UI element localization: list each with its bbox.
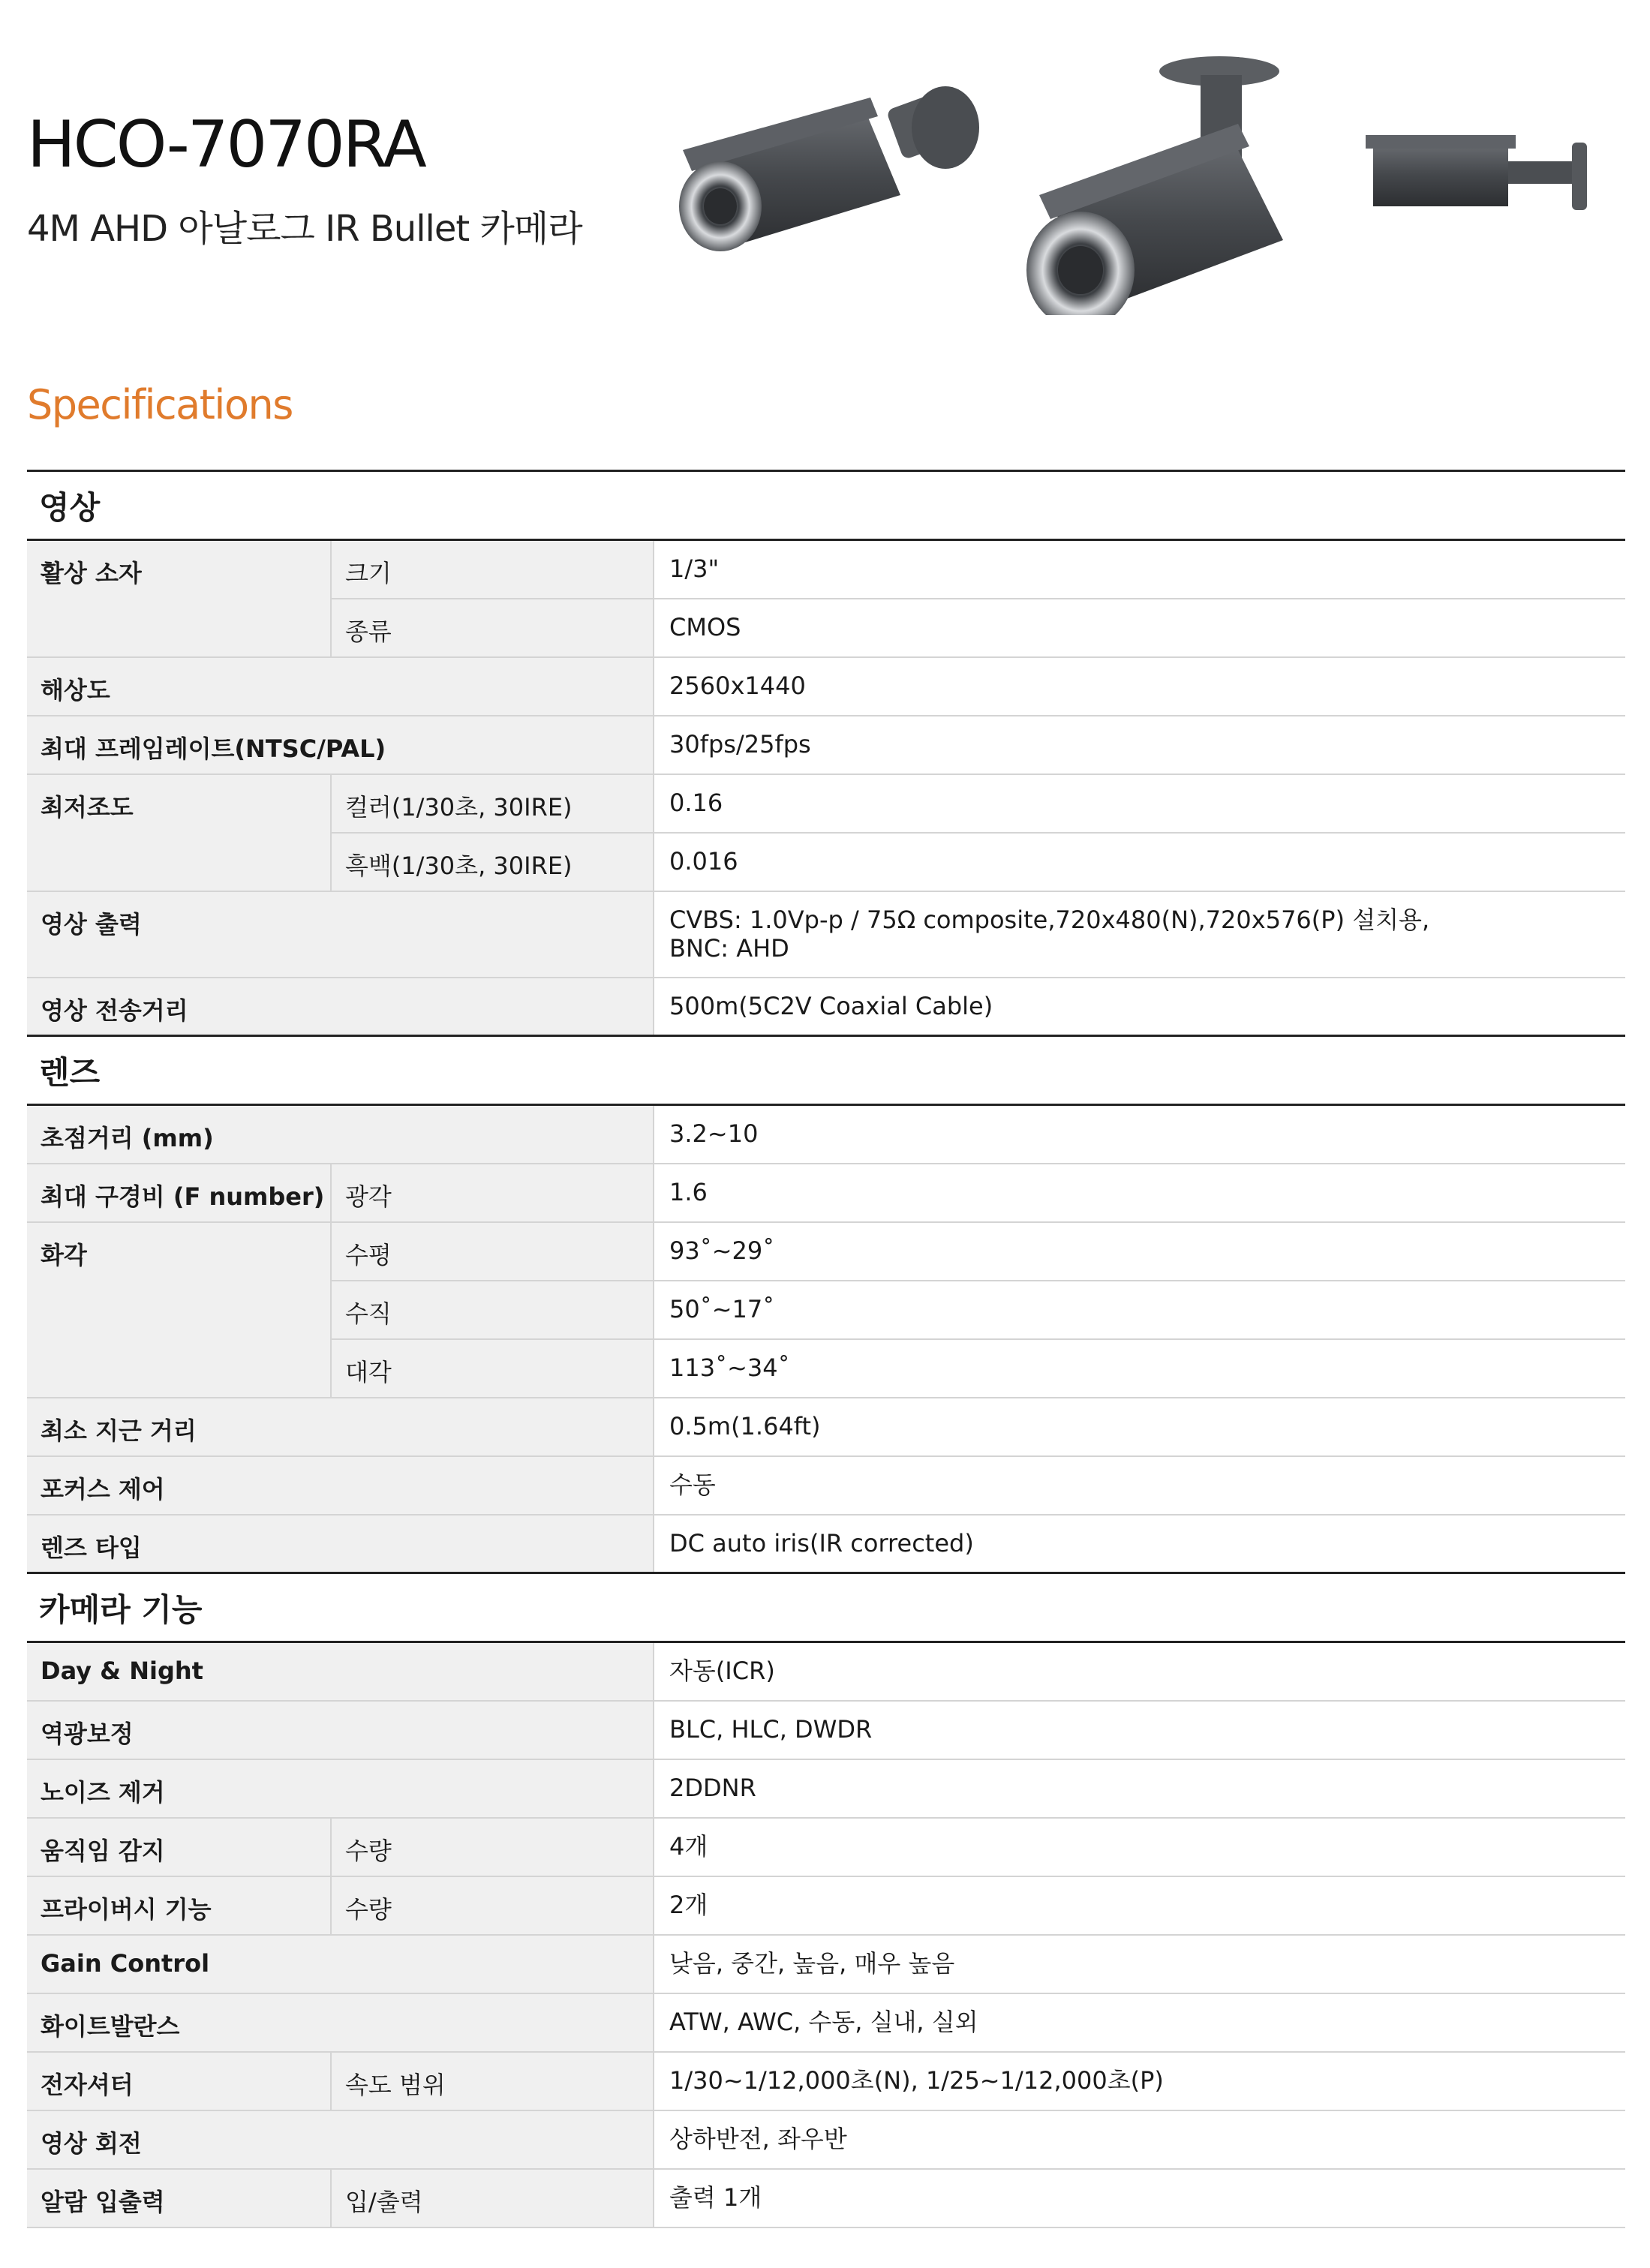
row-label: 최저조도 bbox=[27, 775, 330, 835]
camera-image-left bbox=[679, 86, 979, 251]
row-value: 2개 bbox=[653, 1877, 1625, 1934]
row-value: DC auto iris(IR corrected) bbox=[653, 1516, 1625, 1572]
row-value: 50˚~17˚ bbox=[653, 1281, 1625, 1340]
row-label: 역광보정 bbox=[27, 1702, 653, 1759]
row-sublabel: 종류 bbox=[330, 599, 653, 656]
row-label: 영상 출력 bbox=[27, 892, 653, 977]
row-sublabel: 컬러(1/30초, 30IRE) bbox=[330, 775, 653, 834]
row-sublabel: 속도 범위 bbox=[330, 2053, 653, 2110]
row-value: CMOS bbox=[653, 599, 1625, 656]
row-value: BLC, HLC, DWDR bbox=[653, 1702, 1625, 1759]
row-value: 자동(ICR) bbox=[653, 1643, 1625, 1700]
product-header bbox=[27, 107, 582, 251]
row-value: 0.016 bbox=[653, 834, 1625, 891]
table-row bbox=[27, 892, 1625, 978]
table-row bbox=[27, 1457, 1625, 1516]
row-label bbox=[27, 834, 330, 891]
row-value: 0.5m(1.64ft) bbox=[653, 1398, 1625, 1455]
row-value: 1/30~1/12,000초(N), 1/25~1/12,000초(P) bbox=[653, 2053, 1625, 2110]
spec-table bbox=[27, 470, 1625, 2228]
table-row bbox=[27, 541, 1625, 599]
row-label bbox=[27, 1340, 330, 1397]
row-label: 영상 회전 bbox=[27, 2111, 653, 2168]
row-value: 1.6 bbox=[653, 1164, 1625, 1221]
table-row bbox=[27, 1994, 1625, 2053]
row-label: 영상 전송거리 bbox=[27, 978, 653, 1035]
row-value: 2DDNR bbox=[653, 1760, 1625, 1817]
row-label: 해상도 bbox=[27, 658, 653, 715]
section-header-camera-function: 카메라 기능 bbox=[27, 1574, 1625, 1643]
row-label: Day & Night bbox=[27, 1643, 653, 1700]
row-value: 낮음, 중간, 높음, 매우 높음 bbox=[653, 1936, 1625, 1993]
specifications-title: Specifications bbox=[27, 381, 293, 428]
table-row bbox=[27, 2111, 1625, 2170]
row-value: 3.2~10 bbox=[653, 1106, 1625, 1163]
row-value: CVBS: 1.0Vp-p / 75Ω composite,720x480(N),720x576(P) 설치용, BNC: AHD bbox=[653, 892, 1625, 977]
table-row bbox=[27, 1702, 1625, 1760]
camera-illustration bbox=[675, 45, 1621, 315]
table-row bbox=[27, 1643, 1625, 1702]
table-row bbox=[27, 2170, 1625, 2228]
row-label bbox=[27, 1281, 330, 1341]
section-header-lens: 렌즈 bbox=[27, 1037, 1625, 1106]
table-row bbox=[27, 1936, 1625, 1994]
row-sublabel: 수직 bbox=[330, 1281, 653, 1340]
table-row bbox=[27, 2053, 1625, 2111]
row-label: 움직임 감지 bbox=[27, 1819, 330, 1876]
row-sublabel: 입/출력 bbox=[330, 2170, 653, 2227]
row-sublabel: 수량 bbox=[330, 1877, 653, 1934]
table-row bbox=[27, 1819, 1625, 1877]
table-row bbox=[27, 1398, 1625, 1457]
table-row bbox=[27, 1516, 1625, 1574]
product-model: HCO-7070RA bbox=[27, 107, 425, 182]
table-row bbox=[27, 716, 1625, 775]
row-value: 2560x1440 bbox=[653, 658, 1625, 715]
row-value: 1/3" bbox=[653, 541, 1625, 599]
row-sublabel: 수평 bbox=[330, 1223, 653, 1281]
table-row bbox=[27, 1877, 1625, 1936]
table-row bbox=[27, 658, 1625, 716]
row-label: 렌즈 타입 bbox=[27, 1516, 653, 1572]
section-header-video: 영상 bbox=[27, 472, 1625, 541]
table-row bbox=[27, 1340, 1625, 1398]
table-row bbox=[27, 1223, 1625, 1281]
row-sublabel: 대각 bbox=[330, 1340, 653, 1397]
table-row bbox=[27, 775, 1625, 834]
table-row bbox=[27, 1281, 1625, 1340]
row-label: 노이즈 제거 bbox=[27, 1760, 653, 1817]
row-value: 500m(5C2V Coaxial Cable) bbox=[653, 978, 1625, 1035]
row-value: 0.16 bbox=[653, 775, 1625, 834]
row-label: Gain Control bbox=[27, 1936, 653, 1993]
row-label: 초점거리 (mm) bbox=[27, 1106, 653, 1163]
table-row bbox=[27, 1760, 1625, 1819]
row-sublabel: 광각 bbox=[330, 1164, 653, 1221]
row-label: 화각 bbox=[27, 1223, 330, 1283]
row-value: 93˚~29˚ bbox=[653, 1223, 1625, 1281]
table-row bbox=[27, 978, 1625, 1037]
row-label: 포커스 제어 bbox=[27, 1457, 653, 1514]
table-row bbox=[27, 1106, 1625, 1164]
row-label: 최대 구경비 (F number) bbox=[27, 1164, 330, 1221]
camera-product-images bbox=[675, 45, 1621, 315]
product-subtitle: 4M AHD 아날로그 IR Bullet 카메라 bbox=[27, 208, 582, 250]
row-label bbox=[27, 599, 330, 656]
row-sublabel: 흑백(1/30초, 30IRE) bbox=[330, 834, 653, 891]
row-sublabel: 수량 bbox=[330, 1819, 653, 1876]
row-sublabel: 크기 bbox=[330, 541, 653, 599]
row-label: 알람 입출력 bbox=[27, 2170, 330, 2227]
camera-image-center bbox=[1026, 56, 1283, 315]
row-label: 최대 프레임레이트(NTSC/PAL) bbox=[27, 716, 653, 774]
row-value: 출력 1개 bbox=[653, 2170, 1625, 2227]
row-label: 프라이버시 기능 bbox=[27, 1877, 330, 1934]
row-label: 활상 소자 bbox=[27, 541, 330, 601]
table-row bbox=[27, 599, 1625, 658]
row-value: ATW, AWC, 수동, 실내, 실외 bbox=[653, 1994, 1625, 2051]
table-row bbox=[27, 834, 1625, 892]
row-value: 30fps/25fps bbox=[653, 716, 1625, 774]
row-label: 화이트발란스 bbox=[27, 1994, 653, 2051]
row-value: 113˚~34˚ bbox=[653, 1340, 1625, 1397]
camera-image-right bbox=[1366, 135, 1587, 210]
table-row bbox=[27, 1164, 1625, 1223]
row-label: 전자셔터 bbox=[27, 2053, 330, 2110]
row-value: 수동 bbox=[653, 1457, 1625, 1514]
row-label: 최소 지근 거리 bbox=[27, 1398, 653, 1455]
row-value: 4개 bbox=[653, 1819, 1625, 1876]
row-value: 상하반전, 좌우반 bbox=[653, 2111, 1625, 2168]
